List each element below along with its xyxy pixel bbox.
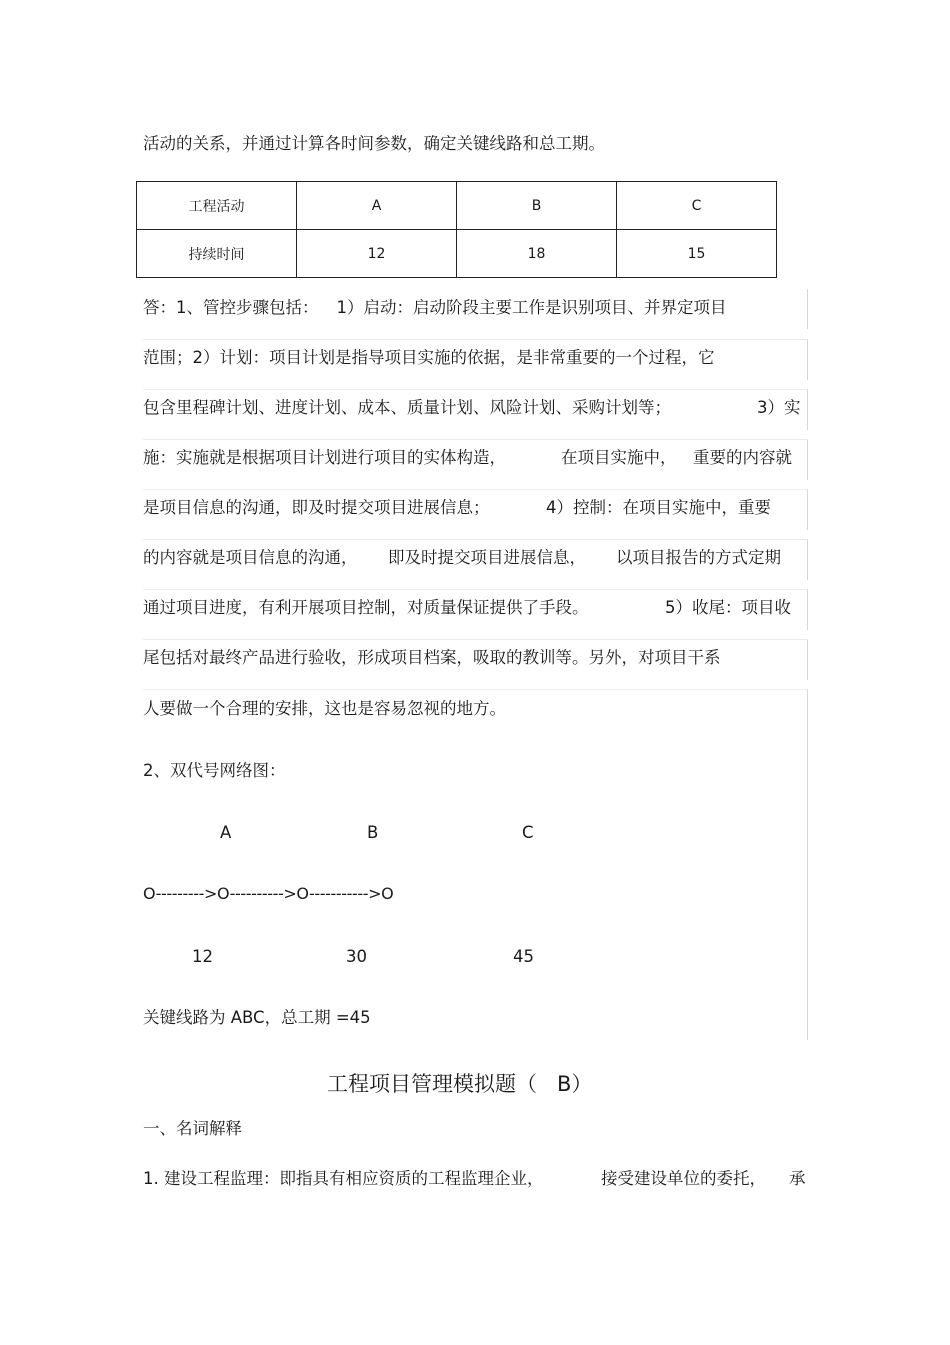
answer-line-2 [143,347,715,369]
answer-line-4 [143,447,792,469]
table-row-header: 持续时间 [137,230,297,278]
answer-text: 通过项目进度，有利开展项目控制，对质量保证提供了手段。 [143,598,589,617]
answer-line-3 [143,397,801,419]
page-title-letter: B） [557,1072,593,1096]
answer-text: 的内容就是项目信息的沟通， [143,548,358,567]
answer-text: 包含里程碑计划、进度计划、成本、质量计划、风险计划、采购计划等； [143,398,671,417]
definition-text: 承 [789,1169,806,1188]
answer-text: 人要做一个合理的安排，这也是容易忽视的地方。 [143,699,506,718]
table-cell: B [457,182,617,230]
answer-text: 施：实施就是根据项目计划进行项目的实体构造， [143,448,506,467]
answer-line-5 [143,497,771,519]
table-cell: C [617,182,777,230]
answer-text: 在项目实施中， [561,448,677,467]
definition-item-1 [143,1168,806,1190]
table-row [137,182,777,230]
time-label-2: 30 [346,947,367,966]
network-arrow-line: O--------->O---------->O----------->O [143,884,394,903]
time-label-1: 12 [192,947,213,966]
answer-frame [143,689,808,1040]
answer-line-6 [143,547,781,569]
time-label-3: 45 [513,947,534,966]
network-heading: 2、双代号网络图： [143,761,286,780]
activity-label-a: A [220,823,232,842]
answer-text: 即及时提交项目进展信息， [388,548,586,567]
activity-duration-table [136,181,777,278]
answer-text: 范围；2）计划：项目计划是指导项目实施的依据，是非常重要的一个过程，它 [143,348,715,367]
answer-text: 答：1、管控步骤包括： [143,298,319,317]
answer-text: 3）实 [757,398,801,417]
answer-line-7 [143,597,791,619]
table-cell: 18 [457,230,617,278]
table-cell: 12 [297,230,457,278]
definition-text: 1. 建设工程监理：即指具有相应资质的工程监理企业， [143,1169,544,1188]
definition-text: 接受建设单位的委托， [601,1169,766,1188]
intro-text: 活动的关系，并通过计算各时间参数，确定关键线路和总工期。 [143,134,605,153]
table-row [137,230,777,278]
activity-label-b: B [367,823,379,842]
table-cell: A [297,182,457,230]
answer-line-9 [143,698,506,720]
page-title [327,1068,592,1098]
answer-text: 1）启动：启动阶段主要工作是识别项目、并界定项目 [336,298,727,317]
answer-text: 重要的内容就 [693,448,792,467]
section-subheading: 一、名词解释 [143,1119,242,1138]
answer-line-1 [143,297,727,319]
answer-text: 尾包括对最终产品进行验收，形成项目档案，吸取的教训等。另外，对项目干系 [143,648,721,667]
page-title-main: 工程项目管理模拟题（ [327,1072,537,1096]
table-row-header: 工程活动 [137,182,297,230]
table-cell: 15 [617,230,777,278]
critical-path-conclusion: 关键线路为 ABC，总工期 =45 [143,1008,371,1027]
answer-text: 5）收尾：项目收 [665,598,791,617]
activity-label-c: C [522,823,534,842]
answer-text: 4）控制：在项目实施中，重要 [546,498,771,517]
answer-line-8 [143,647,721,669]
answer-text: 是项目信息的沟通，即及时提交项目进展信息； [143,498,490,517]
answer-text: 以项目报告的方式定期 [616,548,781,567]
